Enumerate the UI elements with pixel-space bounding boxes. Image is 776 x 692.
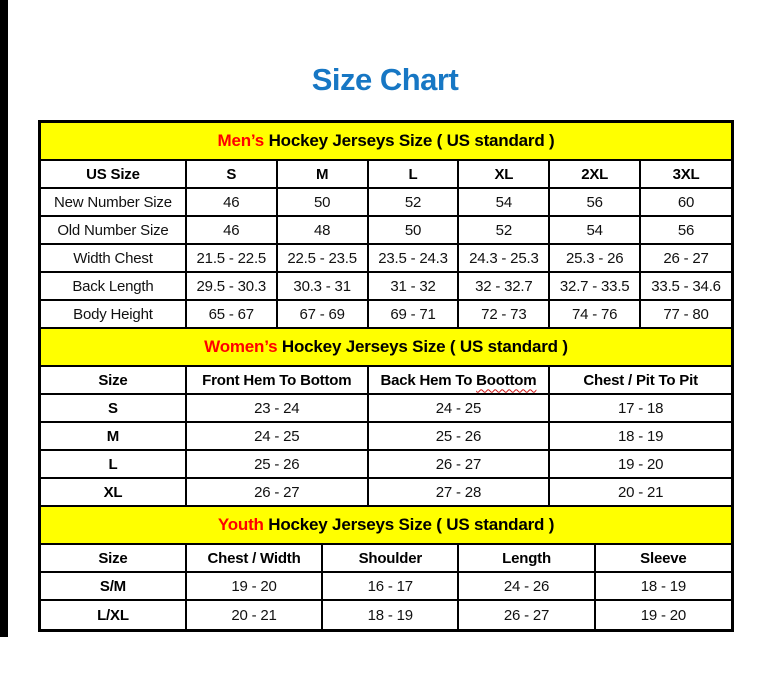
size-cell: 72 - 73 xyxy=(458,300,549,328)
size-cell: 52 xyxy=(458,216,549,244)
size-cell: 48 xyxy=(277,216,368,244)
page-title: Size Chart xyxy=(311,62,459,97)
size-cell: 25.3 - 26 xyxy=(549,244,640,272)
size-cell: 24 - 25 xyxy=(368,394,550,422)
mens-banner-highlight: Men’s xyxy=(217,131,265,150)
size-cell: 19 - 20 xyxy=(186,572,322,600)
misspelled-word: Boottom xyxy=(476,371,537,389)
size-cell: 56 xyxy=(640,216,731,244)
row-label: L xyxy=(41,450,186,478)
size-cell: 21.5 - 22.5 xyxy=(186,244,277,272)
row-label: Old Number Size xyxy=(41,216,186,244)
row-label: S/M xyxy=(41,572,186,600)
size-cell: 74 - 76 xyxy=(549,300,640,328)
size-cell: 20 - 21 xyxy=(549,478,731,506)
column-header: US Size xyxy=(41,161,186,188)
size-cell: 77 - 80 xyxy=(640,300,731,328)
size-cell: 18 - 19 xyxy=(322,600,458,629)
size-cell: 50 xyxy=(368,216,459,244)
size-cell: 23 - 24 xyxy=(186,394,368,422)
row-label: XL xyxy=(41,478,186,506)
size-cell: 22.5 - 23.5 xyxy=(277,244,368,272)
column-header: S xyxy=(186,161,277,188)
table-row xyxy=(41,244,731,272)
column-header: Length xyxy=(458,545,594,572)
column-header: Front Hem To Bottom xyxy=(186,367,368,394)
column-header: Size xyxy=(41,367,186,394)
size-cell: 56 xyxy=(549,188,640,216)
size-cell: 19 - 20 xyxy=(549,450,731,478)
size-cell: 60 xyxy=(640,188,731,216)
table-row xyxy=(41,300,731,328)
mens-section-banner xyxy=(41,123,731,161)
size-cell: 33.5 - 34.6 xyxy=(640,272,731,300)
womens-banner-text: Hockey Jerseys Size ( US standard ) xyxy=(277,337,568,356)
row-label: M xyxy=(41,422,186,450)
womens-size-table xyxy=(41,367,731,507)
column-header: Chest / Pit To Pit xyxy=(549,367,731,394)
size-cell: 26 - 27 xyxy=(368,450,550,478)
mens-size-table xyxy=(41,161,731,329)
size-cell: 17 - 18 xyxy=(549,394,731,422)
mens-banner-text: Hockey Jerseys Size ( US standard ) xyxy=(264,131,555,150)
table-row xyxy=(41,478,731,506)
womens-header-row xyxy=(41,367,731,394)
size-cell: 30.3 - 31 xyxy=(277,272,368,300)
youth-size-table xyxy=(41,545,731,629)
column-header: Sleeve xyxy=(595,545,731,572)
size-cell: 29.5 - 30.3 xyxy=(186,272,277,300)
table-row xyxy=(41,394,731,422)
size-cell: 18 - 19 xyxy=(549,422,731,450)
table-row xyxy=(41,188,731,216)
size-cell: 25 - 26 xyxy=(368,422,550,450)
column-header: M xyxy=(277,161,368,188)
column-header: Shoulder xyxy=(322,545,458,572)
size-cell: 26 - 27 xyxy=(640,244,731,272)
size-cell: 69 - 71 xyxy=(368,300,459,328)
size-chart xyxy=(38,120,734,632)
column-header: XL xyxy=(458,161,549,188)
table-row xyxy=(41,216,731,244)
column-header: Chest / Width xyxy=(186,545,322,572)
size-cell: 19 - 20 xyxy=(640,606,686,624)
table-row xyxy=(41,572,731,600)
column-header: L xyxy=(368,161,459,188)
size-cell: 24.3 - 25.3 xyxy=(458,244,549,272)
size-cell: 16 - 17 xyxy=(322,572,458,600)
size-cell: 31 - 32 xyxy=(368,272,459,300)
womens-banner-highlight: Women’s xyxy=(204,337,278,356)
size-cell: 27 - 28 xyxy=(368,478,550,506)
table-row xyxy=(41,450,731,478)
size-cell: 32.7 - 33.5 xyxy=(549,272,640,300)
row-label: Back Length xyxy=(41,272,186,300)
youth-header-row xyxy=(41,545,731,572)
size-cell: 23.5 - 24.3 xyxy=(368,244,459,272)
size-cell: 46 xyxy=(186,216,277,244)
table-row xyxy=(41,600,731,629)
column-header-text: Back Hem To xyxy=(380,371,477,389)
row-label: L/XL xyxy=(41,600,186,629)
left-edge-bar xyxy=(0,0,8,637)
mens-header-row xyxy=(41,161,731,188)
size-cell: 67 - 69 xyxy=(277,300,368,328)
size-cell: 24 - 25 xyxy=(186,422,368,450)
size-cell: 20 - 21 xyxy=(186,600,322,629)
table-row xyxy=(41,422,731,450)
size-cell: 18 - 19 xyxy=(595,572,731,600)
size-cell: 25 - 26 xyxy=(186,450,368,478)
size-cell: 24 - 26 xyxy=(458,572,594,600)
size-cell: 50 xyxy=(277,188,368,216)
youth-banner-highlight: Youth xyxy=(217,515,264,534)
size-cell: 54 xyxy=(549,216,640,244)
youth-banner-text: Hockey Jerseys Size ( US standard ) xyxy=(263,515,555,534)
size-cell: 65 - 67 xyxy=(186,300,277,328)
size-cell: 26 - 27 xyxy=(458,600,594,629)
row-label: Width Chest xyxy=(41,244,186,272)
youth-section-banner xyxy=(41,507,731,545)
size-cell: 46 xyxy=(186,188,277,216)
row-label: New Number Size xyxy=(41,188,186,216)
size-cell: 26 - 27 xyxy=(186,478,368,506)
column-header: 3XL xyxy=(640,161,731,188)
womens-section-banner xyxy=(41,329,731,367)
size-cell: 32 - 32.7 xyxy=(458,272,549,300)
column-header xyxy=(368,367,550,394)
row-label: Body Height xyxy=(41,300,186,328)
column-header: Size xyxy=(41,545,186,572)
size-cell: 54 xyxy=(458,188,549,216)
column-header: 2XL xyxy=(549,161,640,188)
size-cell: 52 xyxy=(368,188,459,216)
table-row xyxy=(41,272,731,300)
row-label: S xyxy=(41,394,186,422)
